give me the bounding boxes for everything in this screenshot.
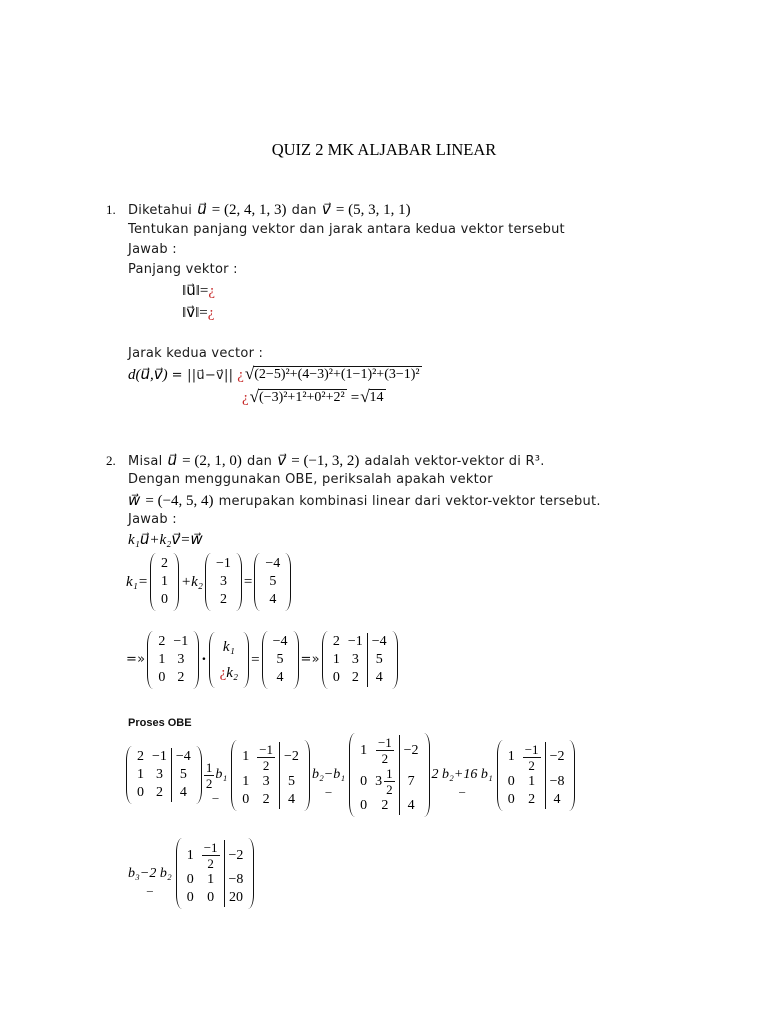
vector-u-value: = (2, 4, 1, 3) (211, 202, 287, 218)
matrix-cell: 0 (161, 592, 168, 607)
norm-u-line (182, 280, 215, 301)
equals-sign: = (350, 390, 360, 406)
q2-answer-label: Jawab : (128, 512, 177, 527)
right-paren (293, 631, 299, 689)
matrix-cell: 2 (137, 749, 144, 764)
fraction-numerator: −1 (377, 735, 392, 750)
vector-u-symbol: u⃗ (167, 453, 178, 469)
column-vector-equation (126, 553, 291, 611)
matrix-cell: 5 (367, 651, 391, 669)
matrix-cell: 4 (399, 797, 423, 815)
vector-w-symbol: w⃗ (128, 493, 141, 509)
radicand: 14 (369, 390, 384, 405)
matrix-cell (519, 742, 545, 773)
matrix-cell: 1 (528, 773, 536, 789)
radical-sign: √ (244, 364, 255, 383)
matrix-grid (260, 553, 285, 611)
k1-coefficient: k₁= (126, 574, 148, 590)
vector-w-value: = (−4, 5, 4) (145, 493, 214, 509)
right-paren (236, 553, 242, 611)
right-paren (193, 631, 199, 689)
row-operation (204, 759, 228, 804)
implies-symbol: =» (300, 652, 320, 667)
matrix-cell: −4 (272, 634, 288, 649)
augmented-matrix (231, 740, 310, 811)
matrix-cell: 2 (351, 670, 359, 685)
fraction (202, 840, 220, 871)
q1-task-text: Tentukan panjang vektor dan jarak antara kedua vektor tersebut (128, 222, 565, 237)
right-paren (304, 740, 310, 811)
matrix-cell: 5 (276, 652, 284, 667)
linear-combination-equation: k₁u⃗+k₂v⃗=w⃗ (128, 532, 203, 548)
vector-u-column (150, 553, 179, 611)
q2-given-tail: adalah vektor-vektor di R³. (364, 454, 545, 469)
row-variable: b₁ (215, 767, 228, 782)
fraction-numerator: −1 (203, 840, 218, 855)
matrix-cell: 20 (224, 889, 248, 907)
square-root (245, 364, 422, 383)
matrix-cell: 5 (279, 773, 303, 791)
implies-symbol: =» (126, 652, 146, 667)
row-operation-expression: 2 b₂+16 b₁ (431, 767, 493, 782)
fraction-denominator: 2 (207, 856, 214, 871)
matrix-grid (132, 746, 196, 804)
distance-norm-expression: = ||u⃗−v⃗|| (171, 368, 234, 383)
matrix-cell: 0 (137, 785, 144, 800)
matrix-cell: −2 (545, 742, 569, 773)
coefficient-matrix (147, 631, 199, 689)
matrix-cell: 2 (219, 592, 227, 607)
matrix-cell: 0 (207, 890, 215, 905)
distance-line-2 (242, 387, 386, 408)
vector-v-value: = (5, 3, 1, 1) (335, 202, 411, 218)
matrix-cell: −4 (367, 633, 391, 651)
fraction-numerator: −1 (259, 741, 274, 757)
fraction-numerator: 1 (205, 759, 213, 775)
matrix-cell: 2 (158, 634, 166, 649)
radicand: (2−5)²+(4−3)²+(1−1)²+(3−1)² (254, 367, 420, 382)
augmented-matrix (349, 733, 429, 817)
matrix-cell: 3 (155, 767, 163, 782)
right-paren (424, 733, 430, 817)
row-operation (311, 765, 346, 798)
right-paren (285, 553, 291, 611)
matrix-cell (198, 840, 224, 871)
obe-section-title: Proses OBE (128, 717, 192, 729)
placeholder-mark: ¿ (242, 390, 249, 406)
matrix-cell: 2 (155, 785, 163, 800)
matrix-cell: −4 (265, 556, 281, 571)
conjunction-text: dan (246, 454, 273, 469)
q2-task-line-2 (128, 490, 601, 512)
placeholder-mark: ¿ (219, 665, 227, 681)
matrix-grid (211, 553, 236, 611)
matrix-grid (182, 838, 249, 909)
k1-variable: k₁ (222, 639, 235, 655)
q1-length-label: Panjang vektor : (128, 262, 238, 277)
question-1-number: 1. (106, 202, 116, 217)
matrix-cell: 1 (158, 652, 166, 667)
matrix-cell: −1 (152, 749, 167, 764)
operation-mark: – (146, 882, 153, 897)
equals-sign: = (251, 652, 260, 668)
fraction (384, 766, 395, 797)
placeholder-mark: ¿ (208, 283, 216, 299)
q2-task-text: Dengan menggunakan OBE, periksalah apakah vektor (128, 472, 493, 487)
vector-w-column (254, 553, 291, 611)
norm-v-expression: ‖v⃗‖= (182, 305, 208, 321)
square-root (360, 387, 385, 406)
matrix-cell: 4 (367, 669, 391, 687)
matrix-cell: 1 (242, 749, 250, 764)
matrix-cell: 0 (186, 890, 194, 905)
matrix-cell: −1 (173, 634, 189, 649)
page-title: QUIZ 2 MK ALJABAR LINEAR (271, 140, 497, 159)
vector-v-symbol: v⃗ (277, 453, 287, 469)
multiply-dot: • (201, 655, 207, 665)
matrix-cell: 3 (177, 652, 185, 667)
augmented-matrix (126, 746, 202, 804)
matrix-cell (216, 660, 243, 686)
right-paren (243, 632, 249, 688)
q1-given-line (128, 199, 411, 221)
fraction-numerator: −1 (524, 741, 539, 757)
matrix-cell: 4 (171, 784, 195, 802)
matrix-cell: 0 (360, 773, 368, 789)
row-operation (431, 765, 493, 798)
matrix-cell: −8 (545, 773, 569, 791)
equals-sign: = (243, 574, 253, 590)
matrix-cell (371, 735, 399, 766)
matrix-cell: 2 (381, 798, 389, 813)
matrix-cell: 1 (332, 652, 340, 667)
matrix-cell: 4 (279, 791, 303, 809)
matrix-cell: −4 (171, 748, 195, 766)
matrix-cell: 2 (332, 634, 340, 649)
matrix-cell: −8 (224, 871, 248, 889)
mixed-number-whole: 3 (375, 773, 383, 789)
matrix-cell: −1 (216, 556, 231, 571)
matrix-grid (156, 553, 173, 611)
matrix-cell (253, 742, 279, 773)
vector-v-column (205, 553, 242, 611)
matrix-cell: 1 (161, 574, 168, 589)
right-paren (196, 746, 202, 804)
question-2-number: 2. (106, 453, 116, 468)
matrix-cell: 0 (507, 791, 515, 807)
fraction (376, 735, 394, 766)
row-operation-expression: b₃−2 b₂ (128, 865, 172, 881)
square-root (250, 387, 347, 406)
fraction-denominator: 2 (528, 757, 535, 773)
matrix-cell: 0 (242, 791, 250, 807)
q2-given-line (128, 450, 545, 472)
matrix-cell: 7 (399, 766, 423, 797)
q1-distance-label: Jarak kedua vector : (128, 346, 264, 361)
q1-answer-label: Jawab : (128, 242, 177, 257)
k2-coefficient: +k₂ (181, 574, 203, 590)
matrix-cell: 0 (332, 670, 340, 685)
fraction-denominator: 2 (386, 782, 393, 797)
norm-u-expression: ‖u⃗‖= (182, 283, 209, 299)
matrix-cell: 2 (528, 791, 536, 807)
operation-mark: – (459, 784, 466, 798)
fraction (257, 742, 275, 773)
norm-v-line (182, 302, 214, 323)
unknown-vector (209, 632, 250, 688)
matrix-cell: 4 (545, 791, 569, 809)
right-paren (173, 553, 179, 611)
matrix-cell: 1 (186, 847, 194, 863)
matrix-cell: 3 (219, 574, 227, 589)
matrix-cell (371, 766, 399, 797)
matrix-grid (215, 632, 244, 688)
matrix-cell: 2 (262, 791, 270, 807)
distance-function: d(u⃗,v⃗) (128, 367, 168, 383)
fraction (523, 742, 541, 773)
radical-sign: √ (360, 387, 370, 406)
placeholder-mark: ¿ (237, 367, 244, 383)
vector-u-symbol: u⃗ (197, 202, 207, 218)
matrix-grid (153, 631, 193, 689)
matrix-cell: −1 (347, 634, 363, 649)
matrix-cell: −2 (279, 742, 303, 773)
radicand: (−3)²+1²+0²+2² (259, 390, 345, 405)
augmented-matrix (176, 838, 255, 909)
conjunction-text: dan (291, 203, 317, 218)
matrix-cell: 2 (161, 556, 168, 571)
row-operation-expression: b₂−b₁ (311, 767, 346, 782)
matrix-cell: 0 (158, 670, 166, 685)
matrix-cell (216, 634, 243, 660)
placeholder-mark: ¿ (207, 305, 215, 321)
matrix-cell: 5 (269, 574, 277, 589)
right-paren (569, 740, 575, 811)
matrix-grid (237, 740, 304, 811)
matrix-cell: 4 (269, 592, 277, 607)
matrix-cell: 1 (137, 767, 144, 782)
matrix-cell: 3 (262, 773, 270, 789)
matrix-grid (268, 631, 293, 689)
matrix-cell: 5 (171, 766, 195, 784)
matrix-cell: 1 (507, 749, 515, 764)
vector-u-value: = (2, 1, 0) (182, 453, 242, 469)
matrix-cell: 3 (351, 652, 359, 667)
matrix-cell: −2 (224, 840, 248, 871)
operation-mark: – (325, 784, 332, 798)
row-operation (128, 864, 172, 897)
fraction-denominator: 2 (381, 751, 389, 766)
fraction-denominator: 2 (205, 775, 213, 791)
matrix-cell: 2 (177, 670, 185, 685)
fraction-numerator: 1 (386, 766, 393, 781)
fraction-denominator: 2 (262, 757, 270, 773)
matrix-cell: 0 (507, 773, 515, 789)
obe-steps-row-2 (126, 838, 254, 909)
matrix-cell: 0 (186, 872, 194, 887)
matrix-grid (503, 740, 570, 811)
matrix-cell: 1 (242, 773, 250, 789)
obe-steps-row-1 (126, 733, 575, 817)
augmented-matrix (497, 740, 576, 811)
vector-v-symbol: v⃗ (321, 202, 331, 218)
rhs-vector (262, 631, 299, 689)
distance-line-1 (128, 364, 422, 386)
matrix-cell: −2 (399, 735, 423, 766)
augmented-matrix (322, 631, 398, 689)
matrix-cell: 1 (207, 872, 215, 887)
matrix-grid (328, 631, 392, 689)
matrix-cell: 0 (360, 798, 368, 813)
q2-task-tail: merupakan kombinasi linear dari vektor-vektor tersebut. (218, 494, 601, 509)
radical-sign: √ (249, 387, 260, 406)
right-paren (248, 838, 254, 909)
fraction (204, 760, 215, 791)
operation-mark: – (212, 789, 219, 804)
vector-v-value: = (−1, 3, 2) (291, 453, 360, 469)
matrix-grid (355, 733, 423, 817)
q2-intro-text: Misal (128, 454, 163, 469)
matrix-cell: 1 (360, 742, 368, 758)
q1-intro-text: Diketahui (128, 203, 193, 218)
right-paren (392, 631, 398, 689)
matrix-cell: 4 (276, 670, 284, 685)
k2-variable: k₂ (226, 665, 239, 681)
matrix-equation (126, 631, 398, 689)
